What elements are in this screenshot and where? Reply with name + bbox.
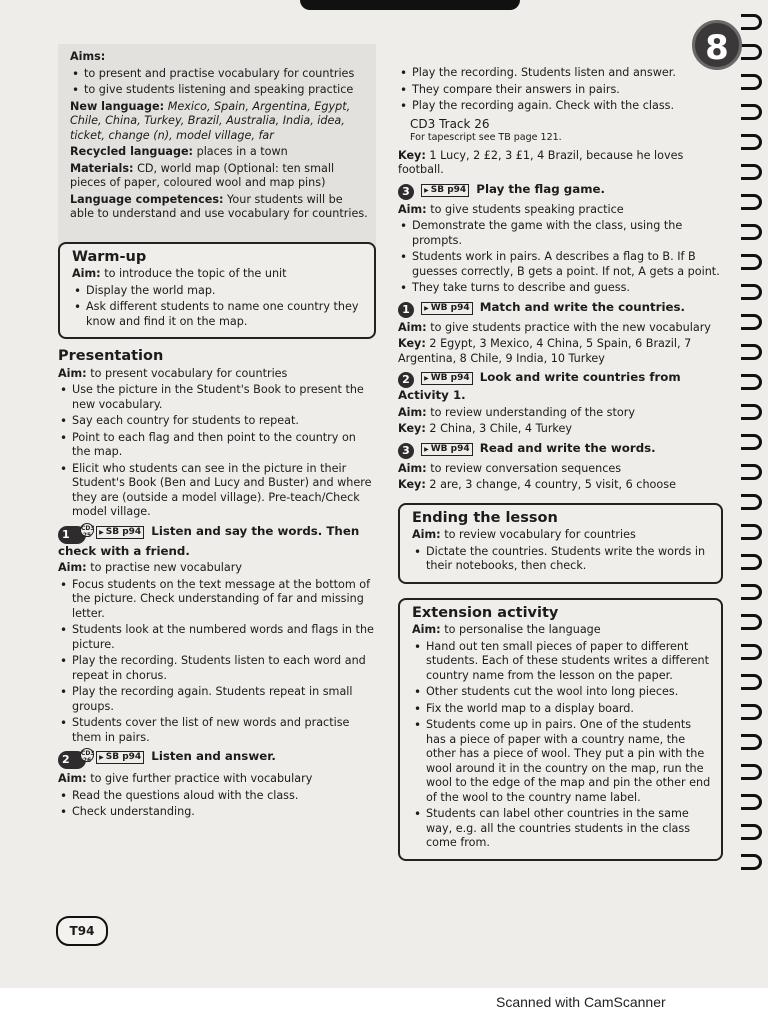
binding-edge xyxy=(300,0,520,10)
activity2-list-part2 xyxy=(398,66,723,114)
wb2-key: 2 China, 3 Chile, 4 Turkey xyxy=(429,422,573,435)
spiral-ring xyxy=(741,704,762,720)
wb3-aim: to review conversation sequences xyxy=(430,461,622,475)
activity3-item: • They take turns to describe and guess. xyxy=(412,281,723,296)
wb1-key: 2 Egypt, 3 Mexico, 4 China, 5 Spain, 6 Brazil, 7 Argentina, 8 Chile, 9 India, 10 Turkey xyxy=(398,337,692,365)
activity1-aim-label: Aim: xyxy=(58,561,87,574)
wb2-title: Look and write countries from Activity 1. xyxy=(398,370,681,402)
activity2-item: • Play the recording again. Check with the class. xyxy=(412,99,723,114)
warmup-aim-label: Aim: xyxy=(72,267,101,280)
recycled-language xyxy=(70,145,370,160)
cd-icon: CD3 25 xyxy=(81,524,95,539)
activity1-item: • Play the recording again. Students repeat in small groups. xyxy=(72,685,376,714)
activity-number-badge xyxy=(58,750,95,769)
sb-reference: ▶ SB p94 xyxy=(96,526,144,539)
page-number: T94 xyxy=(56,916,108,946)
spiral-ring xyxy=(741,254,762,270)
wb-reference: ▶ WB p94 xyxy=(421,372,473,385)
activity2-key-label: Key: xyxy=(398,148,426,162)
wb1-aim: to give students practice with the new vocabulary xyxy=(430,320,711,334)
ending-list xyxy=(412,545,711,574)
materials-label: Materials: xyxy=(70,161,134,175)
spiral-ring xyxy=(741,194,762,210)
competences-text: Your students will be able to understand and use vocabulary for countries. xyxy=(70,192,368,220)
wb2-aim: to review understanding of the story xyxy=(430,405,635,419)
wb3-heading xyxy=(398,441,723,459)
spiral-ring xyxy=(741,794,762,810)
extension-item: • Hand out ten small pieces of paper to different students. Each of these students writes a different country name from the lesson on the paper. xyxy=(426,640,711,684)
presentation-item: • Use the picture in the Student's Book to present the new vocabulary. xyxy=(72,383,376,412)
activity2-number: 2 xyxy=(62,753,70,766)
activity3-item: • Demonstrate the game with the class, using the prompts. xyxy=(412,219,723,248)
spiral-ring xyxy=(741,824,762,840)
wb1-title: Match and write the countries. xyxy=(479,299,686,314)
activity1-aim: to practise new vocabulary xyxy=(90,561,242,574)
sb-reference: ▶ SB p94 xyxy=(96,751,144,764)
spiral-ring xyxy=(741,134,762,150)
extension-item: • Other students cut the wool into long pieces. xyxy=(426,685,711,700)
warmup-item: • Ask different students to name one country they know and find it on the map. xyxy=(86,300,364,329)
activity1-number: 1 xyxy=(62,527,70,541)
presentation-item: • Point to each flag and then point to the country on the map. xyxy=(72,431,376,460)
spiral-ring xyxy=(741,584,762,600)
presentation-item: • Say each country for students to repeat. xyxy=(72,414,376,429)
warmup-box xyxy=(58,242,376,340)
spiral-ring xyxy=(741,104,762,120)
presentation-aim: to present vocabulary for countries xyxy=(90,366,288,380)
scanner-watermark: Scanned with CamScanner xyxy=(496,994,666,1010)
activity2-list-part1 xyxy=(58,789,376,820)
wb1-key-label: Key: xyxy=(398,337,426,350)
activity3-heading xyxy=(398,182,723,200)
warmup-aim: to introduce the topic of the unit xyxy=(104,267,287,280)
activity3-number: 3 xyxy=(398,184,414,200)
wb3-number: 3 xyxy=(398,443,414,459)
warmup-title: Warm-up xyxy=(72,248,147,265)
spiral-ring xyxy=(741,404,762,420)
spiral-ring xyxy=(741,374,762,390)
wb-reference: ▶ WB p94 xyxy=(421,443,473,456)
spiral-ring xyxy=(741,494,762,510)
activity-number-badge xyxy=(58,524,95,544)
new-language-label: New language: xyxy=(70,99,165,113)
ending-aim-label: Aim: xyxy=(412,528,441,541)
ending-box xyxy=(398,503,723,584)
left-column xyxy=(58,50,376,822)
warmup-list xyxy=(72,284,364,330)
recycled-label: Recycled language: xyxy=(70,145,194,158)
recycled-text: places in a town xyxy=(196,145,288,158)
wb1-number: 1 xyxy=(398,302,414,318)
extension-aim-label: Aim: xyxy=(412,623,441,636)
materials-text: CD, world map (Optional: ten small pieces of paper, coloured wool and map pins) xyxy=(70,161,335,189)
aims-section xyxy=(58,50,376,222)
new-language xyxy=(70,100,370,144)
spiral-ring xyxy=(741,164,762,180)
spiral-ring xyxy=(741,734,762,750)
spiral-ring xyxy=(741,674,762,690)
wb-reference: ▶ WB p94 xyxy=(421,302,473,315)
aims-title: Aims: xyxy=(70,50,106,63)
wb3-aim-label: Aim: xyxy=(398,461,427,475)
new-language-text: Mexico, Spain, Argentina, Egypt, Chile, China, Turkey, Brazil, Australia, India, idea, ticket, change (n), model village, far xyxy=(70,99,351,142)
wb1-heading xyxy=(398,300,723,318)
activity2-title: Listen and answer. xyxy=(151,749,276,763)
extension-box xyxy=(398,598,723,861)
spiral-ring xyxy=(741,44,762,60)
chapter-badge: 8 xyxy=(692,20,742,70)
activity1-title: Listen and say the words. Then check with a friend. xyxy=(58,523,360,558)
activity2-key: 1 Lucy, 2 £2, 3 £1, 4 Brazil, because he loves football. xyxy=(398,148,684,176)
track-label: CD3 Track 26 xyxy=(410,116,490,131)
activity1-list xyxy=(58,578,376,746)
activity3-item: • Students work in pairs. A describes a flag to B. If B guesses correctly, B gets a point. If not, A gets a point. xyxy=(412,250,723,279)
spiral-ring xyxy=(741,74,762,90)
wb3-title: Read and write the words. xyxy=(479,440,656,455)
spiral-ring xyxy=(741,614,762,630)
aims-item: • to present and practise vocabulary for countries xyxy=(84,67,370,82)
sb-reference: ▶ SB p94 xyxy=(421,184,469,197)
activity2-aim: to give further practice with vocabulary xyxy=(90,772,313,785)
activity1-item: • Students look at the numbered words and flags in the picture. xyxy=(72,623,376,652)
wb2-number: 2 xyxy=(398,372,414,388)
spiral-ring xyxy=(741,854,762,870)
aims-item: • to give students listening and speaking practice xyxy=(84,83,370,98)
activity1-heading xyxy=(58,524,376,559)
spiral-ring xyxy=(741,434,762,450)
presentation-item: • Elicit who students can see in the picture in their Student's Book (Ben and Lucy and Buster) and where they are (outside a model village). Pre-teach/Check model village. xyxy=(72,462,376,520)
spiral-ring xyxy=(741,464,762,480)
activity1-item: • Focus students on the text message at the bottom of the picture. Check understanding of far and missing letter. xyxy=(72,578,376,622)
presentation-title: Presentation xyxy=(58,348,164,364)
aims-list xyxy=(70,67,370,98)
spiral-ring xyxy=(741,314,762,330)
ending-item: • Dictate the countries. Students write the words in their notebooks, then check. xyxy=(426,545,711,574)
spiral-ring xyxy=(741,764,762,780)
competences xyxy=(70,193,370,222)
wb3-key-label: Key: xyxy=(398,478,426,491)
extension-item: • Students can label other countries in the same way, e.g. all the countries students in the class come from. xyxy=(426,807,711,851)
tapescript-note: For tapescript see TB page 121. xyxy=(410,132,562,143)
spiral-binding xyxy=(728,0,768,900)
wb2-aim-label: Aim: xyxy=(398,405,427,419)
activity3-title: Play the flag game. xyxy=(476,181,605,196)
activity2-item: • They compare their answers in pairs. xyxy=(412,83,723,98)
ending-title: Ending the lesson xyxy=(412,509,558,526)
activity2-aim-label: Aim: xyxy=(58,772,87,785)
activity3-list xyxy=(398,219,723,296)
activity2-item: • Play the recording. Students listen and answer. xyxy=(412,66,723,81)
wb1-aim-label: Aim: xyxy=(398,320,427,334)
right-column xyxy=(398,66,723,861)
activity3-aim: to give students speaking practice xyxy=(430,202,624,216)
extension-item: • Fix the world map to a display board. xyxy=(426,702,711,717)
activity1-item: • Play the recording. Students listen to each word and repeat in chorus. xyxy=(72,654,376,683)
spiral-ring xyxy=(741,224,762,240)
spiral-ring xyxy=(741,554,762,570)
spiral-ring xyxy=(741,14,762,30)
wb2-key-label: Key: xyxy=(398,422,426,435)
activity2-item: • Check understanding. xyxy=(72,805,376,820)
ending-aim: to review vocabulary for countries xyxy=(444,528,636,541)
wb2-heading xyxy=(398,370,723,403)
extension-list xyxy=(412,640,711,851)
wb3-key: 2 are, 3 change, 4 country, 5 visit, 6 choose xyxy=(429,478,676,491)
activity3-aim-label: Aim: xyxy=(398,202,427,216)
activity2-item: • Read the questions aloud with the class. xyxy=(72,789,376,804)
cd-icon: CD3 26 xyxy=(81,750,95,764)
activity2-heading xyxy=(58,749,376,769)
warmup-item: • Display the world map. xyxy=(86,284,364,299)
presentation-aim-label: Aim: xyxy=(58,366,87,380)
competences-label: Language competences: xyxy=(70,192,224,206)
extension-aim: to personalise the language xyxy=(444,623,601,636)
presentation-list xyxy=(58,383,376,520)
activity1-item: • Students cover the list of new words and practise them in pairs. xyxy=(72,716,376,745)
extension-item: • Students come up in pairs. One of the students has a piece of paper with a country name, the other has a piece of wool. They put a pin with the wool around it in the country on the map, run the wool to the edge of the map and pin the other end of the wool to the country name label. xyxy=(426,718,711,805)
spiral-ring xyxy=(741,284,762,300)
extension-title: Extension activity xyxy=(412,604,559,621)
spiral-ring xyxy=(741,644,762,660)
spiral-ring xyxy=(741,344,762,360)
materials xyxy=(70,162,370,191)
spiral-ring xyxy=(741,524,762,540)
